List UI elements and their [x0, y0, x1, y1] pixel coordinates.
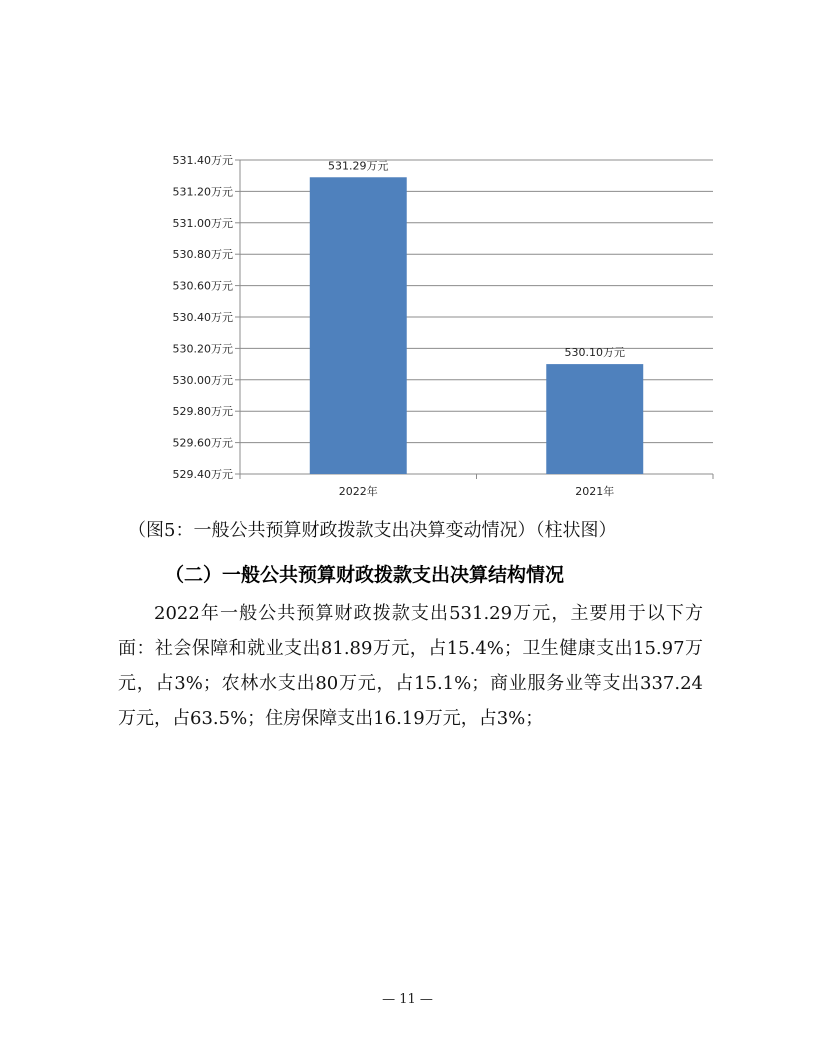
y-tick-label: 529.80万元	[172, 405, 233, 419]
section-heading: （二）一般公共预算财政拨款支出决算结构情况	[165, 564, 565, 586]
data-label: 530.10万元	[564, 346, 625, 360]
y-tick-label: 531.00万元	[172, 216, 233, 230]
y-tick-label: 529.40万元	[172, 468, 233, 481]
bar-2022年	[310, 177, 407, 474]
x-tick-label: 2022年	[338, 485, 378, 498]
y-tick-label: 530.80万元	[172, 248, 233, 262]
y-tick-label: 530.40万元	[172, 311, 233, 324]
page-number: — 11 —	[382, 992, 433, 1007]
body-paragraph: 2022年一般公共预算财政拨款支出531.29万元，主要用于以下方面：社会保障和就业支出81.89万元，占15.4%；卫生健康支出15.97万元，占3%；农林水支出80万元，占15.1%；商业服务业等支出337.24万元，占63.5%；住房保障支出16.19万元，占3%；	[118, 603, 703, 729]
bar-2021年	[546, 364, 643, 474]
body-text	[118, 596, 703, 736]
bar-chart	[158, 100, 718, 505]
y-tick-label: 531.20万元	[172, 185, 233, 199]
y-tick-label: 530.60万元	[172, 279, 233, 293]
y-tick-label: 529.60万元	[172, 436, 233, 450]
chart-canvas	[158, 100, 718, 505]
data-label: 531.29万元	[328, 159, 389, 173]
y-tick-label: 531.40万元	[172, 154, 233, 167]
y-tick-label: 530.20万元	[172, 342, 233, 356]
y-tick-label: 530.00万元	[172, 373, 233, 387]
figure-caption: （图5：一般公共预算财政拨款支出决算变动情况）（柱状图）	[128, 520, 617, 541]
x-tick-label: 2021年	[575, 485, 615, 498]
